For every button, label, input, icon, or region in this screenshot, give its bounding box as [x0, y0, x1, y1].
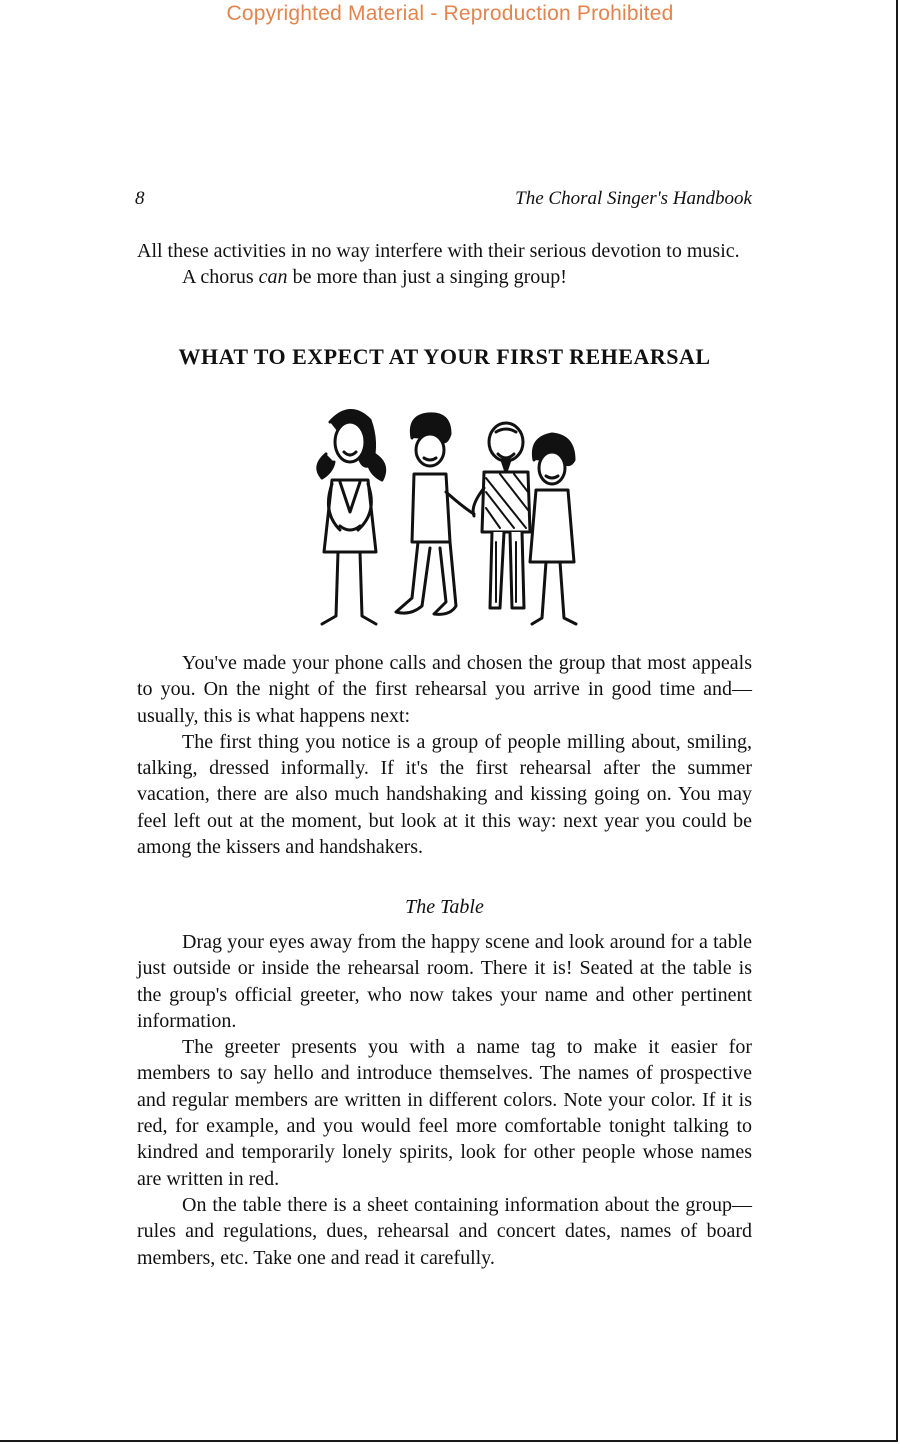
intro-text — [137, 238, 752, 291]
intro-emphasis: can — [258, 266, 288, 289]
table-paragraph-2: The greeter presents you with a name tag to make it easier for members to say hello and introduce themselves. The names of prospective and regular members are written in different colors. Note your color. If it is red, for example, and you would feel more comfortable tonight talking to kindred and temporarily lonely spirits, look for other people whose names are written in red. — [137, 1036, 752, 1190]
body-text — [137, 650, 752, 860]
intro-exclamation — [137, 264, 752, 290]
bald-man-figure — [473, 423, 530, 608]
copyright-watermark: Copyrighted Material - Reproduction Prohibited — [226, 2, 674, 25]
book-title: The Choral Singer's Handbook — [515, 188, 752, 209]
page-number: 8 — [135, 188, 145, 209]
intro-paragraph: All these activities in no way interfere with their serious devotion to music. — [137, 240, 740, 262]
section-heading: WHAT TO EXPECT AT YOUR FIRST REHEARSAL — [178, 344, 711, 369]
body-paragraph-2: The first thing you notice is a group of people milling about, smiling, talking, dressed informally. If it's the first rehearsal after the summer vacation, there are also much handshaking and kissing going on. You may feel left out at the moment, but look at it this way: next year you could be among the kissers and handshakers. — [137, 730, 752, 859]
body-paragraph-1: You've made your phone calls and chosen the group that most appeals to you. On the night of the first rehearsal you arrive in good time and—usually, this is what happens next: — [137, 652, 752, 727]
subsection-heading: The Table — [405, 896, 484, 918]
table-paragraph-3: On the table there is a sheet containing information about the group—rules and regulations, dues, rehearsal and concert dates, names of board members, etc. Take one and read it carefully. — [137, 1193, 752, 1269]
choir-people-greeting-icon — [300, 402, 590, 642]
intro-text-after: be more than just a singing group! — [287, 266, 567, 289]
table-paragraph-1: Drag your eyes away from the happy scene and look around for a table just outside or inside the rehearsal room. There it is! Seated at the table is the group's official greeter, who now takes your name and other pertinent information. — [137, 931, 752, 1032]
table-section-text — [137, 929, 752, 1271]
woman-right-figure — [530, 434, 576, 624]
man-curly-hair-figure — [396, 414, 474, 614]
woman-left-figure — [318, 410, 385, 624]
intro-text-before: A chorus — [182, 266, 259, 289]
